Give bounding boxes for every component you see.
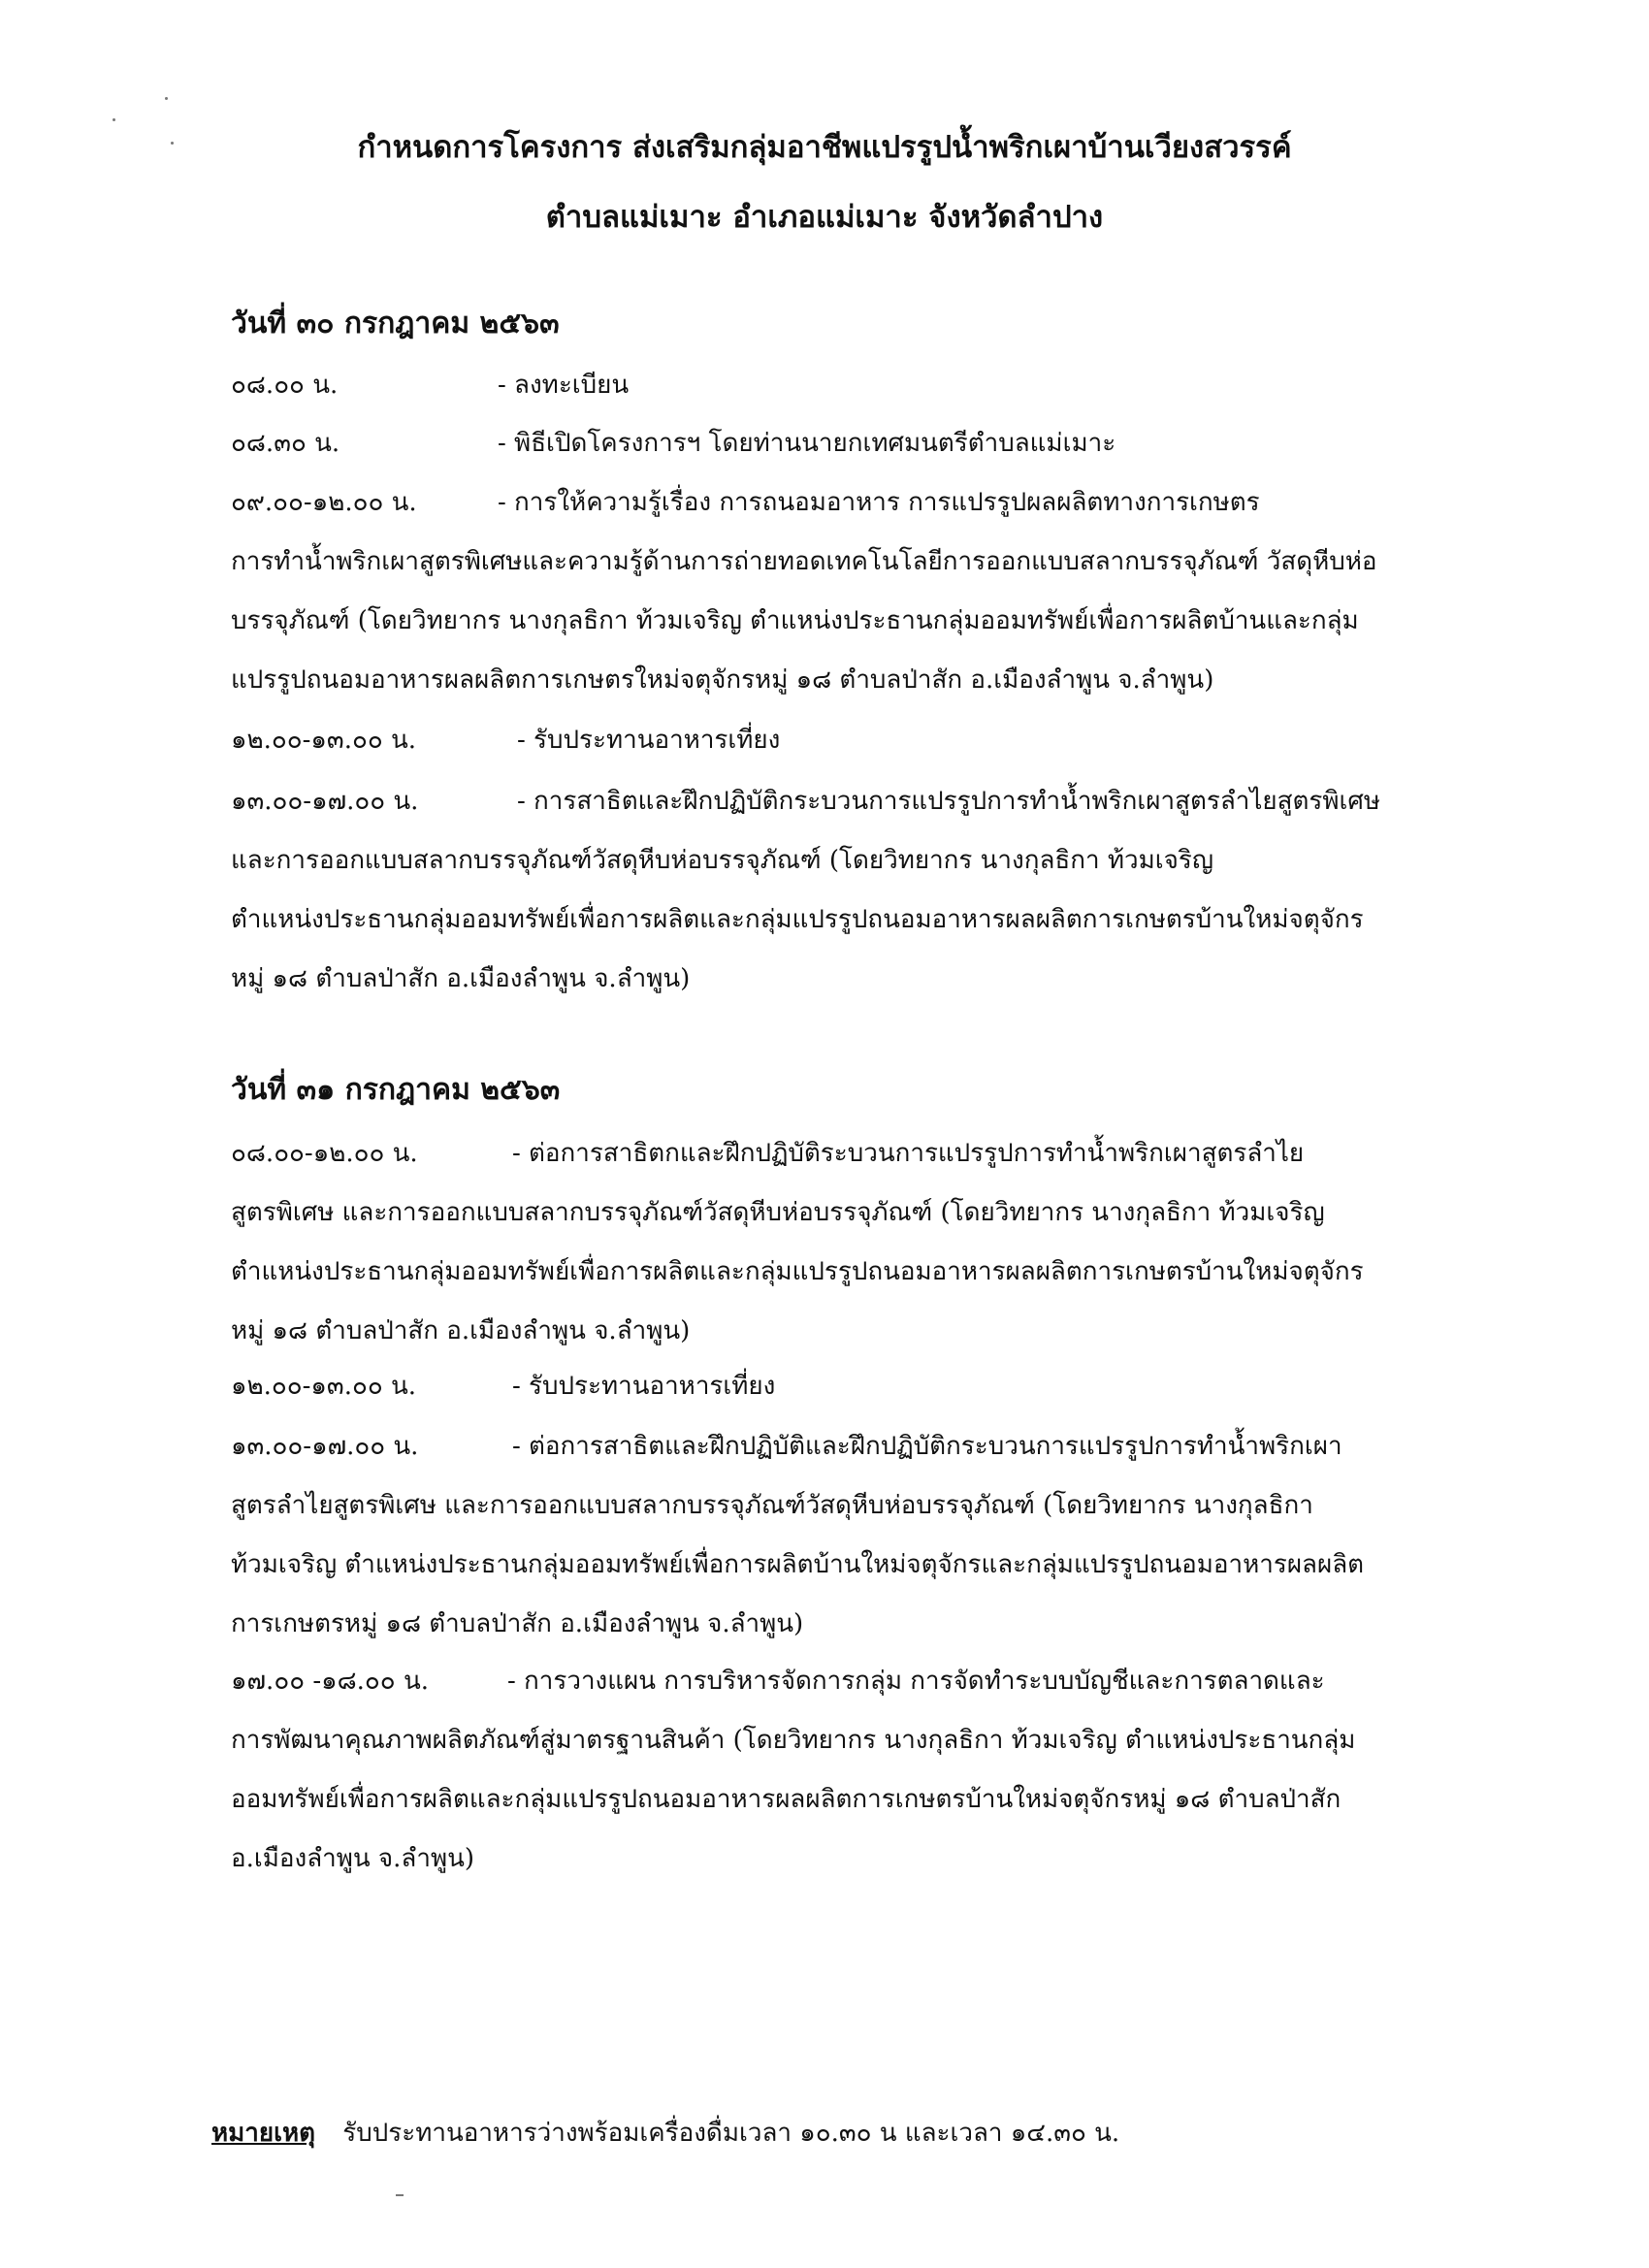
schedule-entry: [231, 423, 1472, 462]
entry-text: ออมทรัพย์เพื่อการผลิตและกลุ่มแปรรูปถนอมอาหารผลผลิตการเกษตรบ้านใหม่จตุจักรหมู่ ๑๘ ตำบลป่าสัก: [231, 1785, 1342, 1814]
day-heading: วันที่ ๓๑ กรกฎาคม ๒๕๖๓: [231, 1073, 561, 1107]
entry-line: [231, 1192, 1472, 1251]
scan-speck: [113, 118, 115, 121]
day-heading: วันที่ ๓๐ กรกฎาคม ๒๕๖๓: [231, 307, 560, 340]
entry-line: [231, 600, 1472, 660]
entry-line: [231, 1779, 1472, 1838]
entry-text: - การให้ความรู้เรื่อง การถนอมอาหาร การแปรรูปผลผลิตทางการเกษตร: [498, 488, 1260, 517]
entry-line: [231, 840, 1472, 899]
entry-text: การเกษตรหมู่ ๑๘ ตำบลป่าสัก อ.เมืองลำพูน จ.ลำพูน): [231, 1609, 804, 1638]
scan-speck: [396, 2194, 404, 2196]
entry-line: [231, 1720, 1472, 1779]
entry-text: การพัฒนาคุณภาพผลิตภัณฑ์สู่มาตรฐานสินค้า (โดยวิทยากร นางกุลธิกา ท้วมเจริญ ตำแหน่งประธานกลุ่ม: [231, 1726, 1356, 1755]
entry-text: ท้วมเจริญ ตำแหน่งประธานกลุ่มออมทรัพย์เพื่อการผลิตบ้านใหม่จตุจักรและกลุ่มแปรรูปถนอมอาหารผลผลิต: [231, 1550, 1365, 1579]
schedule-entry: [231, 1426, 1472, 1663]
document-subtitle: ตำบลแม่เมาะ อำเภอแม่เมาะ จังหวัดลำปาง: [545, 200, 1104, 235]
entry-text: - ต่อการสาธิตกและฝึกปฏิบัติระบวนการแปรรูปการทำน้ำพริกเผาสูตรลำไย: [512, 1139, 1305, 1168]
entry-text: การทำน้ำพริกเผาสูตรพิเศษและความรู้ด้านการถ่ายทอดเทคโนโลยีการออกแบบสลากบรรจุภัณฑ์ วัสดุหีบห่อ: [231, 547, 1377, 576]
entry-text: - การสาธิตและฝึกปฏิบัติกระบวนการแปรรูปการทำน้ำพริกเผาสูตรลำไยสูตรพิเศษ: [517, 787, 1381, 816]
entry-time: ๐๘.๐๐ น.: [231, 371, 339, 400]
entry-text: ตำแหน่งประธานกลุ่มออมทรัพย์เพื่อการผลิตและกลุ่มแปรรูปถนอมอาหารผลผลิตการเกษตรบ้านใหม่จตุจักร: [231, 1257, 1364, 1286]
entry-text: บรรจุภัณฑ์ (โดยวิทยากร นางกุลธิกา ท้วมเจริญ ตำแหน่งประธานกลุ่มออมทรัพย์เพื่อการผลิตบ้านและกลุ่ม: [231, 606, 1359, 635]
schedule-entry: [231, 482, 1472, 719]
entry-text: อ.เมืองลำพูน จ.ลำพูน): [231, 1844, 475, 1873]
entry-text: หมู่ ๑๘ ตำบลป่าสัก อ.เมืองลำพูน จ.ลำพูน): [231, 1316, 691, 1345]
entry-text: แปรรูปถนอมอาหารผลผลิตการเกษตรใหม่จตุจักรหมู่ ๑๘ ตำบลป่าสัก อ.เมืองลำพูน จ.ลำพูน): [231, 665, 1214, 695]
entry-line: [231, 720, 1472, 759]
entry-text: สูตรพิเศษ และการออกแบบสลากบรรจุภัณฑ์วัสดุหีบห่อบรรจุภัณฑ์ (โดยวิทยากร นางกุลธิกา ท้วมเจริญ: [231, 1198, 1325, 1227]
schedule-entry: [231, 781, 1472, 1018]
entry-text: สูตรลำไยสูตรพิเศษ และการออกแบบสลากบรรจุภัณฑ์วัสดุหีบห่อบรรจุภัณฑ์ (โดยวิทยากร นางกุลธิกา: [231, 1491, 1313, 1520]
entry-time: ๐๘.๐๐-๑๒.๐๐ น.: [231, 1139, 418, 1168]
entry-line: [231, 1366, 1472, 1405]
entry-line: [231, 1661, 1472, 1720]
document-title: กำหนดการโครงการ ส่งเสริมกลุ่มอาชีพแปรรูปน้ำพริกเผาบ้านเวียงสวรรค์: [357, 130, 1292, 165]
entry-line: [231, 1311, 1472, 1370]
entry-text: และการออกแบบสลากบรรจุภัณฑ์วัสดุหีบห่อบรรจุภัณฑ์ (โดยวิทยากร นางกุลธิกา ท้วมเจริญ: [231, 846, 1213, 875]
entry-line: [231, 365, 1472, 404]
entry-line: [231, 1426, 1472, 1485]
entry-line: [231, 1485, 1472, 1544]
entry-line: [231, 541, 1472, 600]
schedule-entry: [231, 1133, 1472, 1370]
entry-line: [231, 1544, 1472, 1604]
entry-time: ๐๘.๓๐ น.: [231, 429, 340, 458]
entry-line: [231, 899, 1472, 958]
schedule-entry: [231, 720, 1472, 759]
entry-time: ๐๙.๐๐-๑๒.๐๐ น.: [231, 488, 417, 517]
entry-line: [231, 1838, 1472, 1897]
entry-text: - การวางแผน การบริหารจัดการกลุ่ม การจัดทำระบบบัญชีและการตลาดและ: [507, 1667, 1325, 1696]
footnote: [211, 2113, 1119, 2153]
entry-text: - ลงทะเบียน: [498, 371, 630, 400]
entry-text: - ต่อการสาธิตและฝึกปฏิบัติและฝึกปฏิบัติกระบวนการแปรรูปการทำน้ำพริกเผา: [512, 1432, 1342, 1461]
scan-speck: [165, 97, 168, 100]
schedule-entry: [231, 365, 1472, 404]
entry-line: [231, 1251, 1472, 1311]
entry-time: ๑๓.๐๐-๑๗.๐๐ น.: [231, 787, 419, 816]
entry-line: [231, 781, 1472, 840]
entry-text: - พิธีเปิดโครงการฯ โดยท่านนายกเทศมนตรีตำบลแม่เมาะ: [498, 429, 1116, 458]
schedule-entry: [231, 1661, 1472, 1897]
entry-text: - รับประทานอาหารเที่ยง: [512, 1372, 776, 1401]
entry-time: ๑๒.๐๐-๑๓.๐๐ น.: [231, 1372, 417, 1401]
entry-line: [231, 482, 1472, 541]
entry-line: [231, 1604, 1472, 1663]
entry-time: ๑๓.๐๐-๑๗.๐๐ น.: [231, 1432, 419, 1461]
entry-time: ๑๒.๐๐-๑๓.๐๐ น.: [231, 726, 417, 755]
entry-line: [231, 1133, 1472, 1192]
entry-line: [231, 660, 1472, 719]
footnote-text: รับประทานอาหารว่างพร้อมเครื่องดื่มเวลา ๑๐.๓๐ น และเวลา ๑๔.๓๐ น.: [342, 2119, 1120, 2148]
entry-line: [231, 423, 1472, 462]
entry-text: - รับประทานอาหารเที่ยง: [517, 726, 781, 755]
entry-time: ๑๗.๐๐ -๑๘.๐๐ น.: [231, 1667, 429, 1696]
entry-text: ตำแหน่งประธานกลุ่มออมทรัพย์เพื่อการผลิตและกลุ่มแปรรูปถนอมอาหารผลผลิตการเกษตรบ้านใหม่จตุจักร: [231, 905, 1364, 934]
schedule-entry: [231, 1366, 1472, 1405]
entry-line: [231, 958, 1472, 1018]
entry-text: หมู่ ๑๘ ตำบลป่าสัก อ.เมืองลำพูน จ.ลำพูน): [231, 964, 691, 993]
footnote-label: หมายเหตุ: [211, 2119, 316, 2148]
